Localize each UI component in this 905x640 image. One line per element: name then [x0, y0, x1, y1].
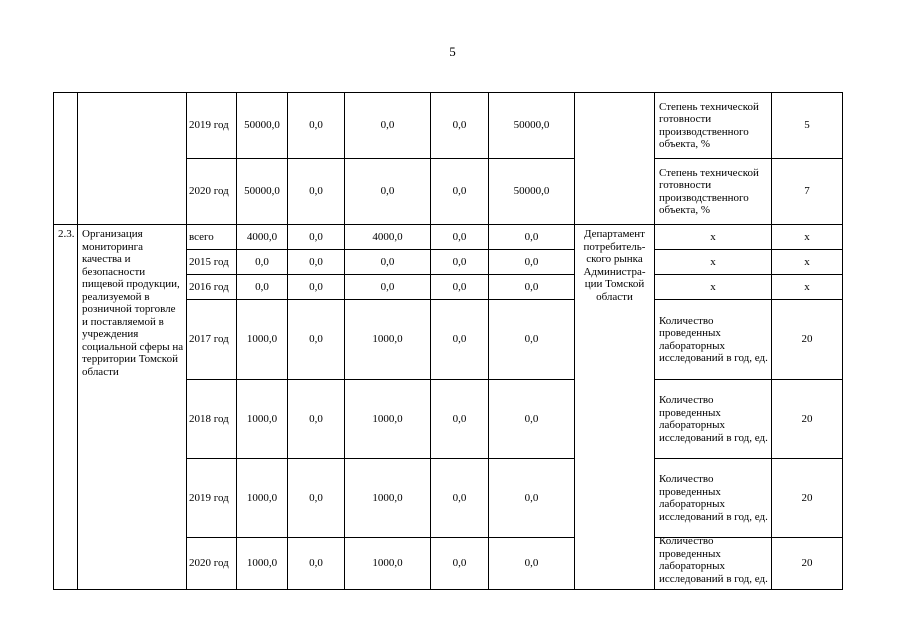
federal-cell: 0,0 — [288, 225, 345, 250]
extrabudget-cell: 50000,0 — [489, 93, 575, 159]
extrabudget-cell: 0,0 — [489, 275, 575, 300]
indicator-cell — [655, 535, 772, 590]
local-cell: 0,0 — [431, 380, 489, 459]
local-cell: 0,0 — [431, 250, 489, 275]
page-number: 5 — [449, 44, 456, 59]
extrabudget-cell: 0,0 — [489, 225, 575, 250]
regional-cell: 1000,0 — [345, 538, 431, 590]
item-number: 2.3. — [54, 225, 78, 590]
total-cell: 1000,0 — [237, 538, 288, 590]
indicator-cell: Степень технической готовности производственного объекта, % — [655, 93, 772, 159]
name-cell-empty — [78, 93, 187, 225]
regional-cell: 0,0 — [345, 275, 431, 300]
year-cell: 2019 год — [187, 459, 237, 538]
year-cell: 2019 год — [187, 93, 237, 159]
regional-cell: 1000,0 — [345, 300, 431, 380]
total-cell: 50000,0 — [237, 93, 288, 159]
indicator-value-cell: 7 — [772, 159, 843, 225]
total-cell: 0,0 — [237, 275, 288, 300]
regional-cell: 0,0 — [345, 93, 431, 159]
indicator-cell: Степень технической готовности производственного объекта, % — [655, 159, 772, 225]
local-cell: 0,0 — [431, 93, 489, 159]
regional-cell: 4000,0 — [345, 225, 431, 250]
local-cell: 0,0 — [431, 275, 489, 300]
federal-cell: 0,0 — [288, 275, 345, 300]
extrabudget-cell: 0,0 — [489, 459, 575, 538]
indicator-text: Количество проведенных лабораторных исследований в год, ед. — [659, 535, 768, 585]
year-cell: 2020 год — [187, 159, 237, 225]
extrabudget-cell: 50000,0 — [489, 159, 575, 225]
program-table — [53, 92, 843, 590]
local-cell: 0,0 — [431, 538, 489, 590]
total-cell: 1000,0 — [237, 300, 288, 380]
federal-cell: 0,0 — [288, 159, 345, 225]
regional-cell: 0,0 — [345, 159, 431, 225]
indicator-value-cell: х — [772, 275, 843, 300]
item-name: Организация мониторинга качества и безопасности пищевой продукции, реализуемой в розничной торговле и поставляемой в учреждения социальной сферы на территории Томской области — [78, 225, 187, 590]
federal-cell: 0,0 — [288, 300, 345, 380]
indicator-value-cell: 20 — [772, 459, 843, 538]
indicator-cell: х — [655, 275, 772, 300]
federal-cell: 0,0 — [288, 538, 345, 590]
table-row — [54, 225, 843, 250]
indicator-cell: х — [655, 225, 772, 250]
indicator-text-clip — [659, 535, 769, 585]
indicator-cell: Количество проведенных лабораторных исследований в год, ед. — [655, 459, 772, 538]
indicator-value-cell: 5 — [772, 93, 843, 159]
federal-cell: 0,0 — [288, 380, 345, 459]
executor-cell-empty — [575, 93, 655, 225]
regional-cell: 0,0 — [345, 250, 431, 275]
executor-cell: Департамент потребитель-ского рынка Администра-ции Томской области — [575, 225, 655, 590]
number-cell-empty — [54, 93, 78, 225]
indicator-value-cell: 20 — [772, 380, 843, 459]
indicator-value-cell: х — [772, 225, 843, 250]
year-cell: всего — [187, 225, 237, 250]
extrabudget-cell: 0,0 — [489, 538, 575, 590]
indicator-cell: Количество проведенных лабораторных исследований в год, ед. — [655, 300, 772, 380]
total-cell: 1000,0 — [237, 380, 288, 459]
year-cell: 2015 год — [187, 250, 237, 275]
regional-cell: 1000,0 — [345, 380, 431, 459]
federal-cell: 0,0 — [288, 459, 345, 538]
total-cell: 50000,0 — [237, 159, 288, 225]
federal-cell: 0,0 — [288, 93, 345, 159]
federal-cell: 0,0 — [288, 250, 345, 275]
indicator-value-cell: 20 — [772, 538, 843, 590]
extrabudget-cell: 0,0 — [489, 300, 575, 380]
local-cell: 0,0 — [431, 300, 489, 380]
indicator-value-cell: х — [772, 250, 843, 275]
regional-cell: 1000,0 — [345, 459, 431, 538]
local-cell: 0,0 — [431, 459, 489, 538]
indicator-cell: х — [655, 250, 772, 275]
total-cell: 4000,0 — [237, 225, 288, 250]
total-cell: 0,0 — [237, 250, 288, 275]
year-cell: 2020 год — [187, 538, 237, 590]
year-cell: 2018 год — [187, 380, 237, 459]
extrabudget-cell: 0,0 — [489, 250, 575, 275]
local-cell: 0,0 — [431, 225, 489, 250]
indicator-value-cell: 20 — [772, 300, 843, 380]
extrabudget-cell: 0,0 — [489, 380, 575, 459]
local-cell: 0,0 — [431, 159, 489, 225]
year-cell: 2017 год — [187, 300, 237, 380]
total-cell: 1000,0 — [237, 459, 288, 538]
year-cell: 2016 год — [187, 275, 237, 300]
indicator-cell: Количество проведенных лабораторных исследований в год, ед. — [655, 380, 772, 459]
table-row — [54, 93, 843, 159]
